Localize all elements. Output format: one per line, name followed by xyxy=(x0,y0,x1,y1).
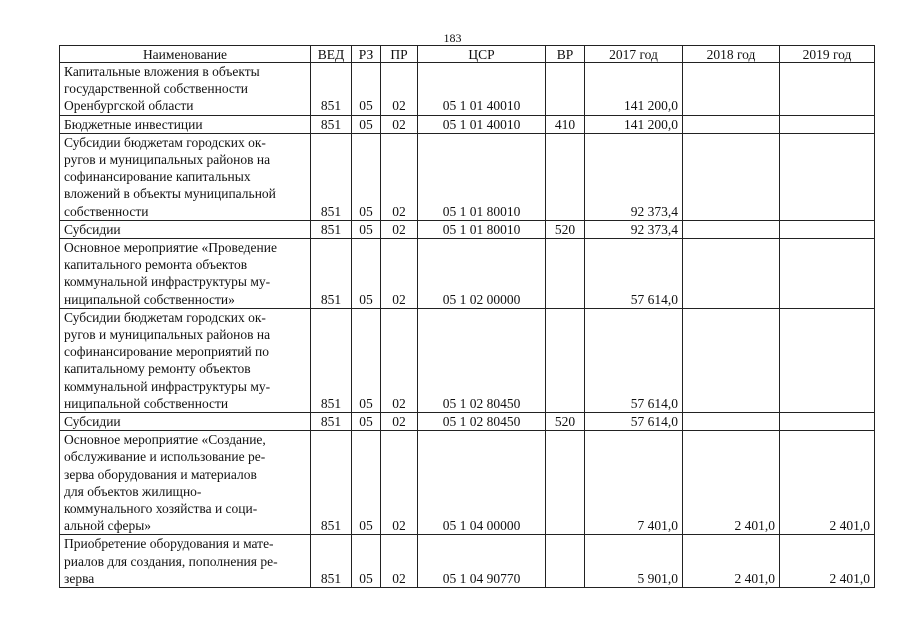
row-name-line: альной сферы» xyxy=(64,518,152,534)
table-body xyxy=(60,63,875,588)
cell-vr: 410 xyxy=(546,115,585,133)
table-row xyxy=(60,413,875,431)
cell-y2019: 2 401,0 xyxy=(780,431,875,535)
cell-pr: 02 xyxy=(381,239,418,309)
row-name-line: Субсидии бюджетам городских ок- xyxy=(64,309,266,325)
row-name-line: ниципальной собственности» xyxy=(64,291,235,307)
row-name-line: Основное мероприятие «Создание, xyxy=(64,432,266,448)
cell-vr xyxy=(546,535,585,588)
row-name-line: софинансирование мероприятий по xyxy=(64,344,270,360)
cell-vr xyxy=(546,133,585,220)
cell-vr xyxy=(546,308,585,412)
cell-y2018 xyxy=(683,220,780,238)
cell-y2018 xyxy=(683,133,780,220)
cell-ved: 851 xyxy=(311,63,352,116)
row-name xyxy=(60,63,311,116)
cell-y2019 xyxy=(780,133,875,220)
row-name-line: Субсидии бюджетам городских ок- xyxy=(64,134,266,150)
row-name xyxy=(60,239,311,309)
cell-csr: 05 1 04 90770 xyxy=(418,535,546,588)
row-name-line: собственности xyxy=(64,203,149,219)
cell-pr: 02 xyxy=(381,115,418,133)
cell-pr: 02 xyxy=(381,535,418,588)
cell-csr: 05 1 04 00000 xyxy=(418,431,546,535)
row-name xyxy=(60,115,311,133)
header-vr: ВР xyxy=(546,46,585,63)
cell-csr: 05 1 02 80450 xyxy=(418,413,546,431)
cell-pr: 02 xyxy=(381,133,418,220)
row-name-line: софинансирование капитальных xyxy=(64,169,251,185)
cell-pr: 02 xyxy=(381,308,418,412)
header-row xyxy=(60,46,875,63)
table-row xyxy=(60,63,875,116)
cell-csr: 05 1 01 40010 xyxy=(418,63,546,116)
row-name xyxy=(60,308,311,412)
cell-y2018 xyxy=(683,63,780,116)
table-row xyxy=(60,220,875,238)
row-name xyxy=(60,220,311,238)
table-row xyxy=(60,239,875,309)
cell-y2017: 92 373,4 xyxy=(585,133,683,220)
table-row xyxy=(60,535,875,588)
row-name-line: Основное мероприятие «Проведение xyxy=(64,240,277,256)
row-name-line: ругов и муниципальных районов на xyxy=(64,327,271,343)
table-row xyxy=(60,431,875,535)
row-name-line: зерва оборудования и материалов xyxy=(64,466,257,482)
cell-ved: 851 xyxy=(311,308,352,412)
row-name-line: вложений в объекты муниципальной xyxy=(64,186,276,202)
row-name xyxy=(60,431,311,535)
cell-ved: 851 xyxy=(311,239,352,309)
cell-y2017: 92 373,4 xyxy=(585,220,683,238)
cell-pr: 02 xyxy=(381,63,418,116)
row-name xyxy=(60,535,311,588)
header-pr: ПР xyxy=(381,46,418,63)
budget-table xyxy=(59,45,875,588)
header-2018: 2018 год xyxy=(683,46,780,63)
row-name-line: ниципальной собственности xyxy=(64,395,229,411)
row-name-line: капитального ремонта объектов xyxy=(64,257,248,273)
row-name-line: капитальному ремонту объектов xyxy=(64,361,251,377)
cell-csr: 05 1 02 00000 xyxy=(418,239,546,309)
table-row xyxy=(60,308,875,412)
row-name-line: зерва xyxy=(64,570,95,586)
cell-y2019 xyxy=(780,239,875,309)
cell-ved: 851 xyxy=(311,220,352,238)
cell-y2019 xyxy=(780,308,875,412)
row-name-line: государственной собственности xyxy=(64,81,249,97)
cell-ved: 851 xyxy=(311,535,352,588)
cell-csr: 05 1 01 40010 xyxy=(418,115,546,133)
cell-vr xyxy=(546,431,585,535)
cell-y2019 xyxy=(780,220,875,238)
table-row xyxy=(60,115,875,133)
cell-y2017: 7 401,0 xyxy=(585,431,683,535)
cell-ved: 851 xyxy=(311,413,352,431)
cell-vr: 520 xyxy=(546,413,585,431)
cell-ved: 851 xyxy=(311,115,352,133)
cell-y2017: 141 200,0 xyxy=(585,63,683,116)
cell-ved: 851 xyxy=(311,133,352,220)
cell-rz: 05 xyxy=(352,535,381,588)
cell-y2018: 2 401,0 xyxy=(683,535,780,588)
cell-rz: 05 xyxy=(352,308,381,412)
cell-rz: 05 xyxy=(352,413,381,431)
cell-rz: 05 xyxy=(352,239,381,309)
cell-y2017: 57 614,0 xyxy=(585,413,683,431)
cell-y2018 xyxy=(683,115,780,133)
page-number: 183 xyxy=(443,31,462,45)
cell-vr xyxy=(546,63,585,116)
cell-rz: 05 xyxy=(352,431,381,535)
row-name-line: Приобретение оборудования и мате- xyxy=(64,536,274,552)
row-name-line: Капитальные вложения в объекты xyxy=(64,64,260,79)
cell-pr: 02 xyxy=(381,431,418,535)
row-name-line: Оренбургской области xyxy=(64,98,194,114)
cell-y2019: 2 401,0 xyxy=(780,535,875,588)
row-name-line: коммунального хозяйства и соци- xyxy=(64,501,258,517)
cell-ved: 851 xyxy=(311,431,352,535)
cell-y2018: 2 401,0 xyxy=(683,431,780,535)
cell-rz: 05 xyxy=(352,63,381,116)
cell-vr: 520 xyxy=(546,220,585,238)
table-row xyxy=(60,133,875,220)
row-name-line: коммунальной инфраструктуры му- xyxy=(64,378,271,394)
cell-y2019 xyxy=(780,413,875,431)
row-name-line: для объектов жилищно- xyxy=(64,483,202,499)
cell-vr xyxy=(546,239,585,309)
cell-csr: 05 1 01 80010 xyxy=(418,220,546,238)
cell-y2019 xyxy=(780,115,875,133)
cell-pr: 02 xyxy=(381,413,418,431)
cell-y2018 xyxy=(683,239,780,309)
cell-y2018 xyxy=(683,413,780,431)
row-name-line: коммунальной инфраструктуры му- xyxy=(64,274,271,290)
row-name-line: риалов для создания, пополнения ре- xyxy=(64,553,278,569)
row-name-line: обслуживание и использование ре- xyxy=(64,449,266,465)
row-name-line: Субсидии xyxy=(64,414,121,430)
cell-y2017: 5 901,0 xyxy=(585,535,683,588)
header-2017: 2017 год xyxy=(585,46,683,63)
header-name: Наименование xyxy=(60,46,311,63)
header-rz: РЗ xyxy=(352,46,381,63)
cell-y2018 xyxy=(683,308,780,412)
header-csr: ЦСР xyxy=(418,46,546,63)
cell-y2017: 141 200,0 xyxy=(585,115,683,133)
cell-rz: 05 xyxy=(352,115,381,133)
row-name-line: ругов и муниципальных районов на xyxy=(64,152,271,168)
cell-y2019 xyxy=(780,63,875,116)
row-name xyxy=(60,133,311,220)
row-name-line: Бюджетные инвестиции xyxy=(64,116,203,132)
cell-y2017: 57 614,0 xyxy=(585,308,683,412)
cell-csr: 05 1 02 80450 xyxy=(418,308,546,412)
header-ved: ВЕД xyxy=(311,46,352,63)
cell-rz: 05 xyxy=(352,220,381,238)
header-2019: 2019 год xyxy=(780,46,875,63)
cell-pr: 02 xyxy=(381,220,418,238)
row-name xyxy=(60,413,311,431)
cell-csr: 05 1 01 80010 xyxy=(418,133,546,220)
cell-rz: 05 xyxy=(352,133,381,220)
cell-y2017: 57 614,0 xyxy=(585,239,683,309)
row-name-line: Субсидии xyxy=(64,221,121,237)
